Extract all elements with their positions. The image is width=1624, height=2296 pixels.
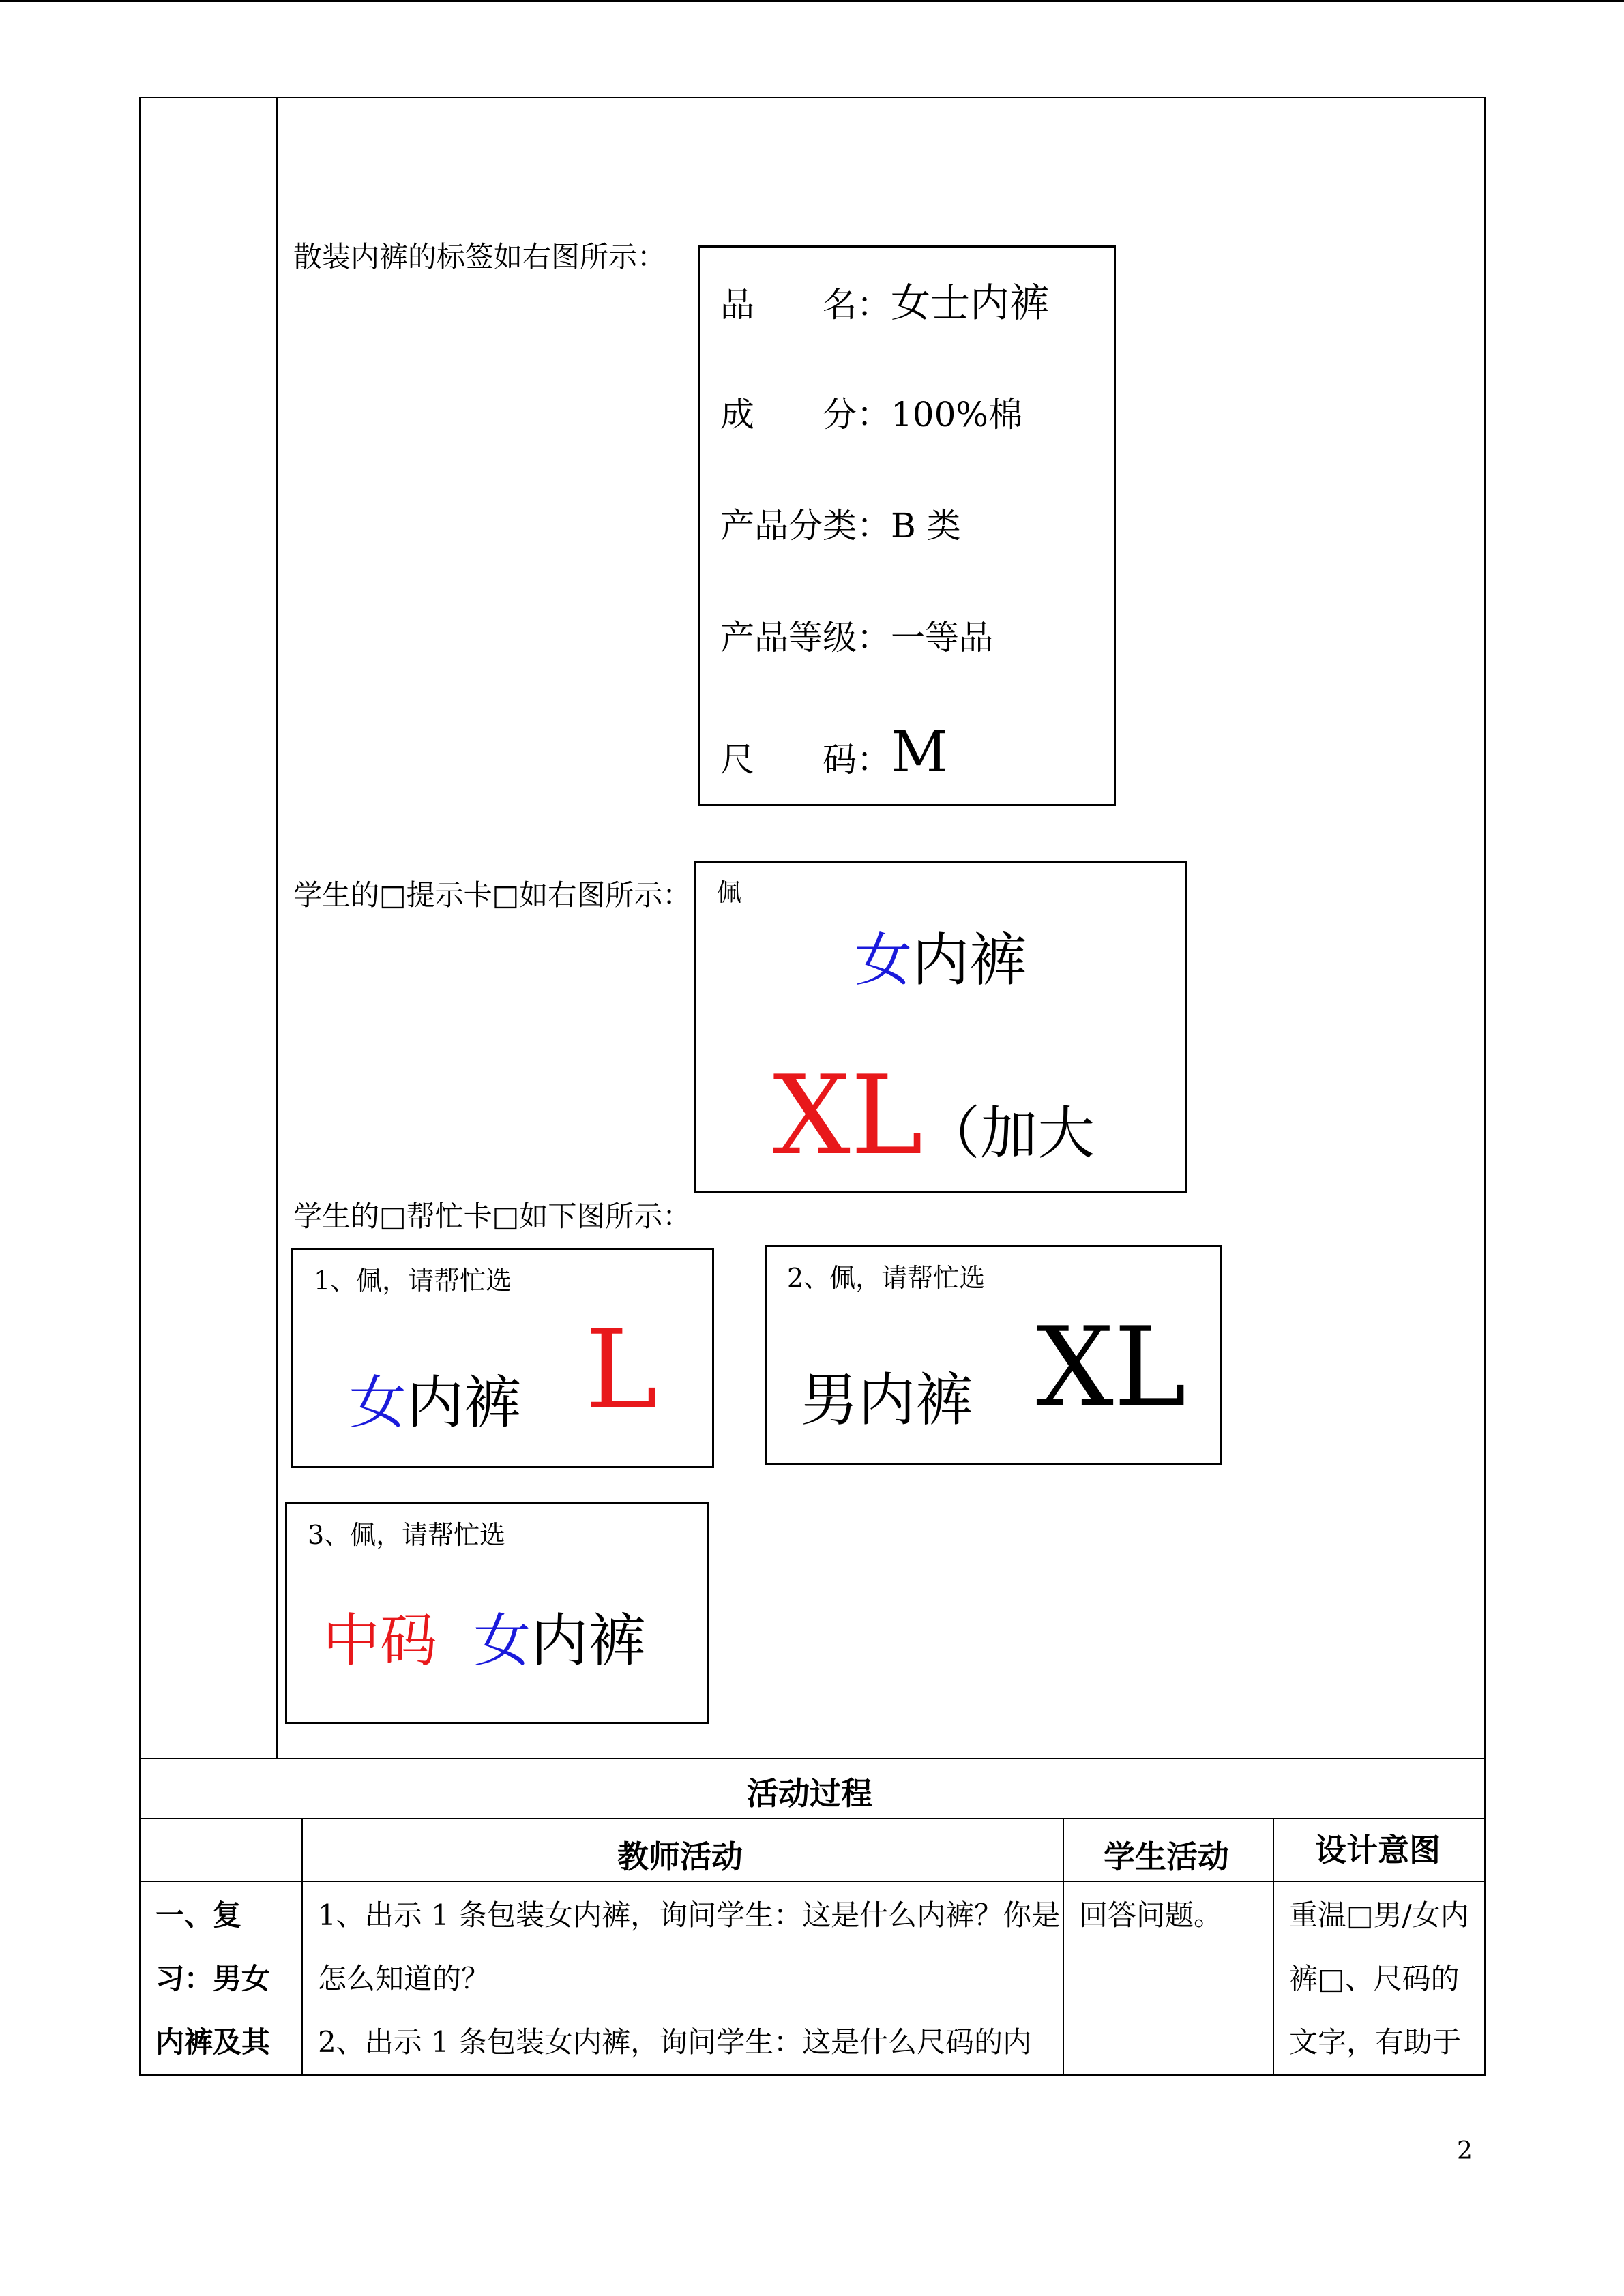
label-key: 品 名：	[720, 285, 891, 325]
process-title-divider	[139, 1818, 1486, 1819]
student-activity-text: 回答问题。	[1079, 1898, 1223, 1932]
product-label-card	[698, 245, 1116, 806]
header-teacher-activity: 教师活动	[617, 1838, 743, 1875]
label-row-name	[720, 280, 1050, 326]
header-student-activity: 学生活动	[1104, 1838, 1229, 1875]
help-card-word: 男内裤	[801, 1367, 973, 1433]
label-intro-text: 散装内裤的标签如右图所示：	[293, 240, 666, 273]
help-card-prompt: 1、佩，请帮忙选	[314, 1266, 512, 1296]
process-title: 活动过程	[747, 1775, 872, 1812]
label-value: B 类	[891, 506, 961, 546]
teacher-line: 1、出示 1 条包装女内裤，询问学生：这是什么内裤？你是	[318, 1898, 1061, 1932]
label-key: 产品等级：	[720, 618, 891, 657]
teacher-line: 怎么知道的？	[318, 1962, 490, 1995]
design-intent-line: 重温□男/女内	[1289, 1898, 1469, 1932]
help-card-3	[285, 1502, 709, 1724]
help-card-word-rest: 内裤	[531, 1607, 646, 1674]
hint-card-word-rest: 内裤	[912, 927, 1027, 994]
hint-card	[694, 861, 1187, 1193]
hint-intro-text: 学生的□提示卡□如右图所示：	[293, 878, 692, 912]
hint-card-word-gender: 女	[855, 927, 913, 994]
process-header-divider	[139, 1881, 1486, 1882]
help-card-size: 中码	[323, 1607, 438, 1674]
label-value: 女士内裤	[891, 280, 1050, 326]
help-card-size: L	[585, 1306, 658, 1433]
help-card-2	[765, 1245, 1222, 1465]
help-card-size: XL	[1036, 1303, 1187, 1431]
help-card-prompt: 2、佩，请帮忙选	[787, 1263, 986, 1293]
label-row-material	[720, 395, 1022, 434]
label-row-size	[720, 720, 948, 785]
hint-card-size-note: （加大	[923, 1100, 1095, 1167]
design-intent-text	[1289, 1883, 1480, 2074]
help-card-word-gender: 女	[349, 1369, 407, 1436]
page-number: 2	[1457, 2137, 1473, 2165]
label-key: 尺 码：	[720, 740, 891, 779]
help-intro-text: 学生的□帮忙卡□如下图所示：	[293, 1199, 692, 1233]
header-design-intent: 设计意图	[1315, 1832, 1441, 1868]
help-card-word-gender: 女	[473, 1607, 531, 1674]
label-row-category	[720, 506, 961, 546]
hint-card-size-line	[773, 1052, 1095, 1179]
label-value: 一等品	[891, 618, 993, 657]
step-label-line: 一、复	[156, 1898, 242, 1932]
label-row-grade	[720, 618, 993, 657]
help-card-word	[349, 1369, 522, 1436]
design-intent-line: 裤□、尺码的	[1289, 1962, 1460, 1995]
page-top-rule	[0, 0, 1624, 2]
label-key: 成 分：	[720, 395, 891, 434]
upper-left-column-divider	[276, 97, 278, 1759]
hint-card-small-text: 佩	[717, 879, 742, 907]
help-card-1	[291, 1248, 714, 1468]
process-col-divider-2	[1063, 1818, 1064, 2076]
label-key: 产品分类：	[720, 506, 891, 546]
step-label-line: 习：男女	[156, 1962, 271, 1995]
process-col-divider-1	[301, 1818, 303, 2076]
teacher-line: 2、出示 1 条包装女内裤，询问学生：这是什么尺码的内	[318, 2025, 1032, 2059]
label-value: 100%棉	[891, 395, 1022, 434]
hint-card-word	[855, 927, 1027, 994]
process-col-divider-3	[1273, 1818, 1274, 2076]
design-intent-line: 文字，有助于	[1289, 2025, 1462, 2059]
hint-card-size: XL	[773, 1052, 924, 1179]
label-value: M	[891, 720, 948, 785]
step-label-line: 内裤及其	[156, 2025, 271, 2059]
teacher-activity-text	[318, 1883, 1061, 2074]
help-card-word	[323, 1607, 646, 1674]
step-label	[156, 1883, 292, 2074]
help-card-word-rest: 内裤	[407, 1369, 522, 1436]
help-card-prompt: 3、佩，请帮忙选	[308, 1520, 506, 1550]
